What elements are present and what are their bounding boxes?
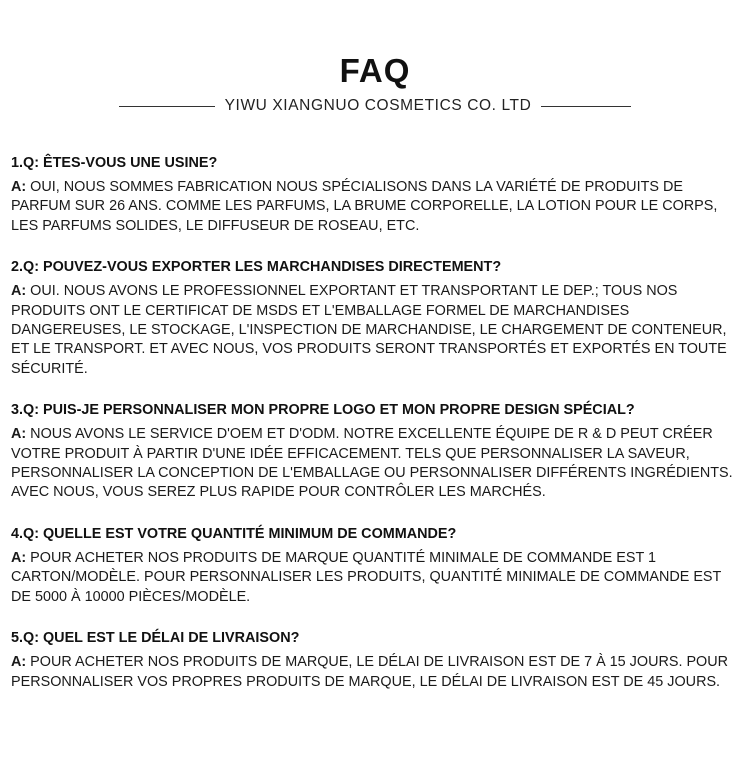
faq-answer (11, 425, 741, 503)
answer-prefix: A: (11, 179, 27, 195)
faq-question: 1.Q: ÊTES-VOUS UNE USINE? (11, 155, 218, 171)
company-banner (0, 96, 750, 116)
faq-answer (11, 549, 741, 607)
page-header (0, 52, 750, 90)
answer-prefix: A: (11, 549, 27, 566)
answer-prefix: A: (11, 426, 27, 443)
answer-text: OUI, NOUS SOMMES FABRICATION NOUS SPÉCIALISONS DANS LA VARIÉTÉ DE PRODUITS DE PARFUM SUR 26 ANS. COMME LES PARFUMS, LA BRUME CORPORELLE, LA LOTION POUR LE CORPS, LES PARFUMS SOLIDES, LE DIFFUSEUR DE ROSEAU, ETC. (11, 179, 718, 234)
page-title: FAQ (339, 52, 411, 89)
faq-question: 2.Q: POUVEZ-VOUS EXPORTER LES MARCHANDISES DIRECTEMENT? (11, 259, 502, 276)
answer-prefix: A: (11, 283, 27, 300)
faq-item-5 (11, 629, 741, 692)
company-name: YIWU XIANGNUO COSMETICS CO. LTD (224, 97, 532, 114)
faq-answer (11, 178, 741, 236)
faq-answer (11, 653, 741, 692)
faq-item-2 (11, 258, 741, 379)
faq-item-4 (11, 525, 741, 607)
faq-list (11, 154, 741, 714)
answer-text: NOUS AVONS LE SERVICE D'OEM ET D'ODM. NOTRE EXCELLENTE ÉQUIPE DE R & D PEUT CRÉER VOTRE PRODUIT À PARTIR D'UNE IDÉE EFFICACEMENT. TELS QUE PERSONNALISER LA SAVEUR, PERSONNALISER LA CONCEPTION DE L'EMBALLAGE OU PERSONNALISER DIFFÉRENTS INGRÉDIENTS. AVEC NOUS, VOUS SEREZ PLUS RAPIDE POUR CONTRÔLER LES MARCHÉS. (11, 426, 733, 501)
faq-answer (11, 282, 741, 379)
answer-text: POUR ACHETER NOS PRODUITS DE MARQUE, LE DÉLAI DE LIVRAISON EST DE 7 À 15 JOURS. POUR PERSONNALISER VOS PROPRES PRODUITS DE MARQUE, LE DÉLAI DE LIVRAISON EST DE 45 JOURS. (11, 654, 729, 690)
faq-question: 3.Q: PUIS-JE PERSONNALISER MON PROPRE LOGO ET MON PROPRE DESIGN SPÉCIAL? (11, 402, 635, 419)
faq-item-3 (11, 401, 741, 503)
faq-question: 4.Q: QUELLE EST VOTRE QUANTITÉ MINIMUM DE COMMANDE? (11, 525, 457, 542)
answer-text: OUI. NOUS AVONS LE PROFESSIONNEL EXPORTANT ET TRANSPORTANT LE DEP.; TOUS NOS PRODUITS ONT LE CERTIFICAT DE MSDS ET L'EMBALLAGE FORMEL DE MARCHANDISES DANGEREUSES, LE STOCKAGE, L'INSPECTION DE MARCHANDISE, LE CHARGEMENT DE CONTENEUR, ET LE TRANSPORT. ET AVEC NOUS, VOS PRODUITS SERONT TRANSPORTÉS ET EXPORTÉS EN TOUTE SÉCURITÉ. (11, 283, 727, 377)
divider-right (541, 106, 631, 107)
divider-left (119, 106, 215, 107)
answer-prefix: A: (11, 654, 27, 671)
faq-item-1 (11, 154, 741, 236)
faq-question: 5.Q: QUEL EST LE DÉLAI DE LIVRAISON? (11, 630, 300, 647)
answer-text: POUR ACHETER NOS PRODUITS DE MARQUE QUANTITÉ MINIMALE DE COMMANDE EST 1 CARTON/MODÈLE. POUR PERSONNALISER LES PRODUITS, QUANTITÉ MINIMALE DE COMMANDE EST DE 5000 À 10000 PIÈCES/MODÈLE. (11, 549, 722, 605)
